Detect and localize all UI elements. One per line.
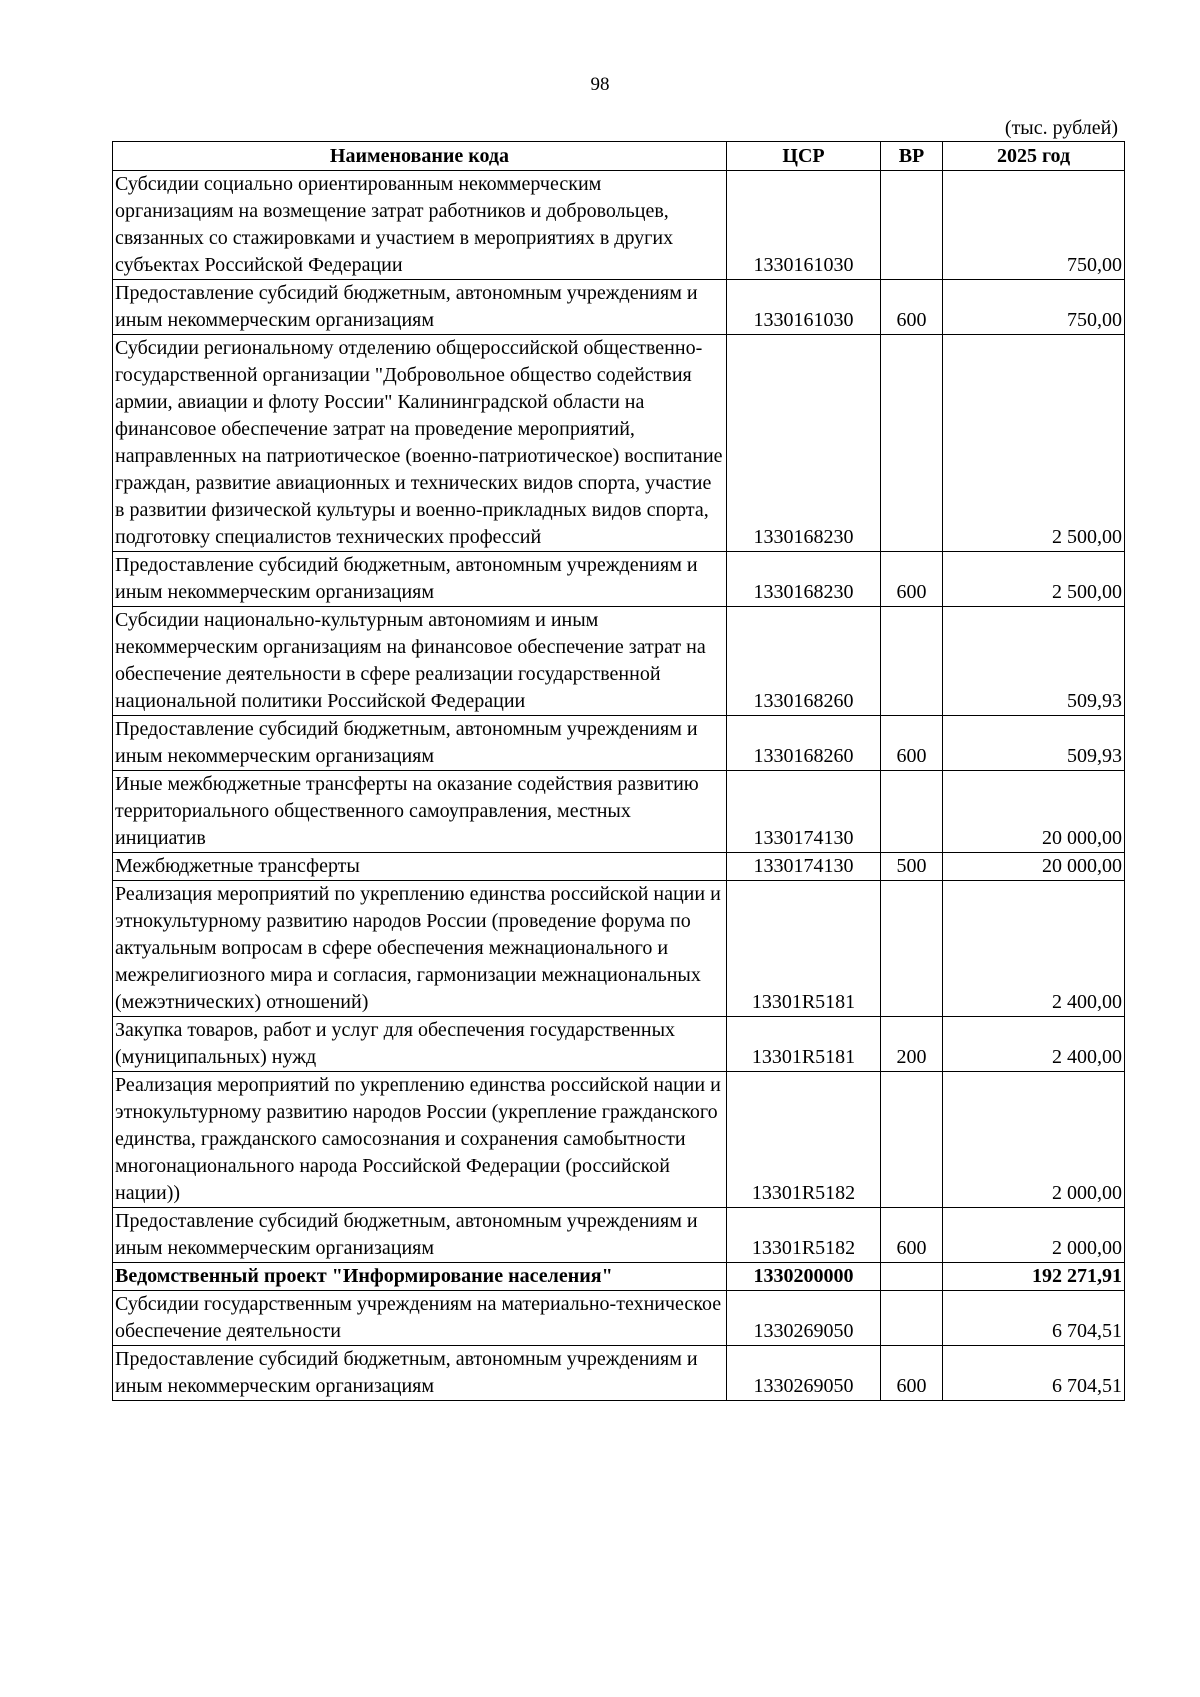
row-name-cell: Реализация мероприятий по укреплению единства российской нации и этнокультурному развитию народов России (проведение форума по актуальным вопросам в сфере обеспечения межнационального и межрелигиозного мира и согласия, гармонизации межнациональных (межэтнических) отношений) xyxy=(113,881,727,1017)
row-csr-cell: 1330168230 xyxy=(727,335,881,552)
row-vr-cell xyxy=(881,1263,943,1291)
row-amount-cell: 2 500,00 xyxy=(943,552,1125,607)
table-row xyxy=(113,881,1125,1017)
table-row xyxy=(113,1291,1125,1346)
row-name-cell: Предоставление субсидий бюджетным, автономным учреждениям и иным некоммерческим организациям xyxy=(113,1346,727,1401)
row-vr-cell: 600 xyxy=(881,280,943,335)
row-amount-cell: 2 000,00 xyxy=(943,1208,1125,1263)
header-csr: ЦСР xyxy=(727,142,881,171)
row-vr-cell xyxy=(881,881,943,1017)
table-row xyxy=(113,607,1125,716)
table-body xyxy=(113,171,1125,1401)
row-name-cell: Субсидии социально ориентированным некоммерческим организациям на возмещение затрат работников и добровольцев, связанных со стажировками и участием в мероприятиях в других субъектах Российской Федерации xyxy=(113,171,727,280)
header-name: Наименование кода xyxy=(113,142,727,171)
row-name-cell: Субсидии национально-культурным автономиям и иным некоммерческим организациям на финансовое обеспечение затрат на обеспечение деятельности в сфере реализации государственной национальной политики Российской Федерации xyxy=(113,607,727,716)
table-row xyxy=(113,1263,1125,1291)
row-name-cell: Межбюджетные трансферты xyxy=(113,853,727,881)
table-row xyxy=(113,1017,1125,1072)
row-csr-cell: 13301R5182 xyxy=(727,1208,881,1263)
row-name-cell: Закупка товаров, работ и услуг для обеспечения государственных (муниципальных) нужд xyxy=(113,1017,727,1072)
budget-table xyxy=(112,141,1125,1401)
row-amount-cell: 2 400,00 xyxy=(943,1017,1125,1072)
table-row xyxy=(113,853,1125,881)
row-name-cell: Субсидии государственным учреждениям на материально-техническое обеспечение деятельности xyxy=(113,1291,727,1346)
row-amount-cell: 2 500,00 xyxy=(943,335,1125,552)
row-csr-cell: 1330269050 xyxy=(727,1291,881,1346)
row-csr-cell: 13301R5182 xyxy=(727,1072,881,1208)
table-row xyxy=(113,171,1125,280)
table-row xyxy=(113,280,1125,335)
table-row xyxy=(113,1072,1125,1208)
row-csr-cell: 1330200000 xyxy=(727,1263,881,1291)
row-name-cell: Предоставление субсидий бюджетным, автономным учреждениям и иным некоммерческим организациям xyxy=(113,552,727,607)
row-csr-cell: 1330168260 xyxy=(727,716,881,771)
row-amount-cell: 20 000,00 xyxy=(943,853,1125,881)
header-vr: ВР xyxy=(881,142,943,171)
row-amount-cell: 6 704,51 xyxy=(943,1346,1125,1401)
row-name-cell: Ведомственный проект "Информирование населения" xyxy=(113,1263,727,1291)
row-amount-cell: 20 000,00 xyxy=(943,771,1125,853)
table-row xyxy=(113,1346,1125,1401)
table-row xyxy=(113,771,1125,853)
row-vr-cell: 600 xyxy=(881,716,943,771)
row-csr-cell: 1330161030 xyxy=(727,171,881,280)
row-name-cell: Реализация мероприятий по укреплению единства российской нации и этнокультурному развитию народов России (укрепление гражданского единства, гражданского самосознания и сохранения самобытности многонационального народа Российской Федерации (российской нации)) xyxy=(113,1072,727,1208)
table-row xyxy=(113,552,1125,607)
row-vr-cell: 600 xyxy=(881,1208,943,1263)
row-vr-cell: 500 xyxy=(881,853,943,881)
header-year: 2025 год xyxy=(943,142,1125,171)
row-vr-cell xyxy=(881,1072,943,1208)
row-amount-cell: 750,00 xyxy=(943,280,1125,335)
row-amount-cell: 509,93 xyxy=(943,716,1125,771)
table-row xyxy=(113,335,1125,552)
row-csr-cell: 1330174130 xyxy=(727,771,881,853)
row-amount-cell: 509,93 xyxy=(943,607,1125,716)
row-name-cell: Предоставление субсидий бюджетным, автономным учреждениям и иным некоммерческим организациям xyxy=(113,716,727,771)
row-csr-cell: 1330269050 xyxy=(727,1346,881,1401)
row-csr-cell: 1330161030 xyxy=(727,280,881,335)
row-csr-cell: 13301R5181 xyxy=(727,1017,881,1072)
row-csr-cell: 1330174130 xyxy=(727,853,881,881)
row-vr-cell: 200 xyxy=(881,1017,943,1072)
row-amount-cell: 192 271,91 xyxy=(943,1263,1125,1291)
table-row xyxy=(113,1208,1125,1263)
row-name-cell: Иные межбюджетные трансферты на оказание содействия развитию территориального общественного самоуправления, местных инициатив xyxy=(113,771,727,853)
row-csr-cell: 1330168230 xyxy=(727,552,881,607)
row-amount-cell: 6 704,51 xyxy=(943,1291,1125,1346)
table-header-row xyxy=(113,142,1125,171)
row-vr-cell xyxy=(881,171,943,280)
row-name-cell: Субсидии региональному отделению общероссийской общественно-государственной организации "Добровольное общество содействия армии, авиации и флоту России" Калининградской области на финансовое обеспечение затрат на проведение мероприятий, направленных на патриотическое (военно-патриотическое) воспитание граждан, развитие авиационных и технических видов спорта, участие в развитии физической культуры и военно-прикладных видов спорта, подготовку специалистов технических профессий xyxy=(113,335,727,552)
row-name-cell: Предоставление субсидий бюджетным, автономным учреждениям и иным некоммерческим организациям xyxy=(113,1208,727,1263)
table-row xyxy=(113,716,1125,771)
row-vr-cell xyxy=(881,607,943,716)
row-vr-cell xyxy=(881,1291,943,1346)
row-amount-cell: 750,00 xyxy=(943,171,1125,280)
row-vr-cell: 600 xyxy=(881,552,943,607)
row-amount-cell: 2 400,00 xyxy=(943,881,1125,1017)
page-number: 98 xyxy=(590,74,610,95)
row-name-cell: Предоставление субсидий бюджетным, автономным учреждениям и иным некоммерческим организациям xyxy=(113,280,727,335)
row-vr-cell: 600 xyxy=(881,1346,943,1401)
row-csr-cell: 1330168260 xyxy=(727,607,881,716)
row-csr-cell: 13301R5181 xyxy=(727,881,881,1017)
row-amount-cell: 2 000,00 xyxy=(943,1072,1125,1208)
row-vr-cell xyxy=(881,335,943,552)
row-vr-cell xyxy=(881,771,943,853)
units-label: (тыс. рублей) xyxy=(1004,117,1118,139)
